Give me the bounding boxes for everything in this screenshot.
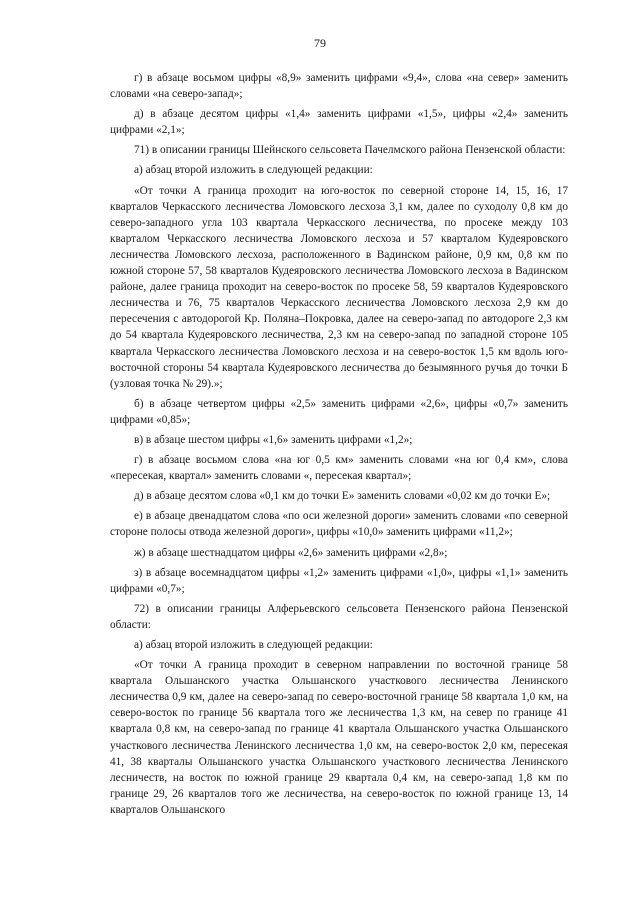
paragraph: д) в абзаце десятом слова «0,1 км до точки Е» заменить словами «0,02 км до точки Е»; (134, 490, 551, 503)
paragraph: «От точки А граница проходит в северном направлении по восточной границе 58 квартала Ольшанского участка Ольшанского участкового лесничества Ленинского лесничества 0,9 км, далее на северо-запад по северо-восточной границе 58 квартала 1,0 км, на северо-восток по границе 56 квартала того же лесничества 1,3 км, на север по границе 41 квартала 0,8 км, на северо-запад по границе 41 квартала Ольшанского участка Ольшанского участкового лесничества Ленинского лесничества 1,0 км, на северо-восток 2,0 км, пересекая 41, 38 кварталы Ольшанского участка Ольшанского участкового лесничества Ленинского лесничеств, на восток по южной границе 29 квартала 0,4 км, на северо-запад 1,8 км по границе 29, 26 кварталов того же лесничества, на северо-восток по южной границе 13, 14 кварталов Ольшанского (110, 659, 568, 816)
paragraph: в) в абзаце шестом цифры «1,6» заменить цифрами «1,2»; (134, 433, 413, 446)
document-body (110, 70, 568, 818)
paragraph: 71) в описании границы Шейнского сельсовета Пачелмского района Пензенской области: (134, 144, 566, 157)
paragraph: 72) в описании границы Алферьевского сельсовета Пензенского района Пензенской области: (110, 602, 568, 631)
paragraph: г) в абзаце восьмом цифры «8,9» заменить цифрами «9,4», слова «на север» заменить словами «на северо-запад»; (110, 72, 568, 101)
paragraph: д) в абзаце десятом цифры «1,4» заменить цифрами «1,5», цифры «2,4» заменить цифрами «2,1»; (110, 108, 568, 137)
paragraph: а) абзац второй изложить в следующей редакции: (134, 164, 373, 177)
page-number: 79 (314, 36, 326, 50)
paragraph: а) абзац второй изложить в следующей редакции: (134, 639, 373, 651)
paragraph: б) в абзаце четвертом цифры «2,5» заменить цифрами «2,6», цифры «0,7» заменить цифрами «0,85»; (110, 397, 568, 426)
paragraph: ж) в абзаце шестнадцатом цифры «2,6» заменить цифрами «2,8»; (134, 546, 448, 559)
paragraph: «От точки А граница проходит на юго-восток по северной стороне 14, 15, 16, 17 кварталов Черкасского лесничества Ломовского лесхоза 3,1 км, далее по суходолу 0,8 км до северо-западного угла 103 квартала Черкасского лесничества, по просеке между 103 кварталом Черкасского лесничества Ломовского лесхоза и 57 кварталом Кудеяровского лесничества Ломовского лесхоза, расположенного в Вадинском районе, 0,9 км, 0,8 км по южной стороне 57, 58 кварталов Кудеяровского лесничества Ломовского лесхоза в Вадинском районе, далее граница проходит на северо-восток по просеке 58, 59 кварталов Кудеяровского лесничества и 76, 75 кварталов Черкасского лесничества Ломовского лесхоза 2,9 км до пересечения с автодорогой Кр. Поляна–Покровка, далее на северо-запад по автодороге 2,3 км до 54 квартала Кудеяровского лесничества, 2,3 км на северо-запад по западной стороне 105 квартала Черкасского лесничества Ломовского лесхоза и на северо-восток 1,5 км вдоль юго-восточной стороны 54 квартала Кудеяровского лесничества до безымянного ручья до точки Б (узловая точка № 29).»; (110, 184, 568, 390)
paragraph: з) в абзаце восемнадцатом цифры «1,2» заменить цифрами «1,0», цифры «1,1» заменить цифрами «0,7»; (110, 566, 568, 595)
paragraph: е) в абзаце двенадцатом слова «по оси железной дороги» заменить словами «по северной стороне полосы отвода железной дороги», цифры «10,0» заменить цифрами «11,2»; (110, 510, 568, 539)
paragraph: г) в абзаце восьмом слова «на юг 0,5 км» заменить словами «на юг 0,4 км», слова «пересекая, квартал» заменить словами «, пересекая квартал»; (110, 454, 568, 483)
